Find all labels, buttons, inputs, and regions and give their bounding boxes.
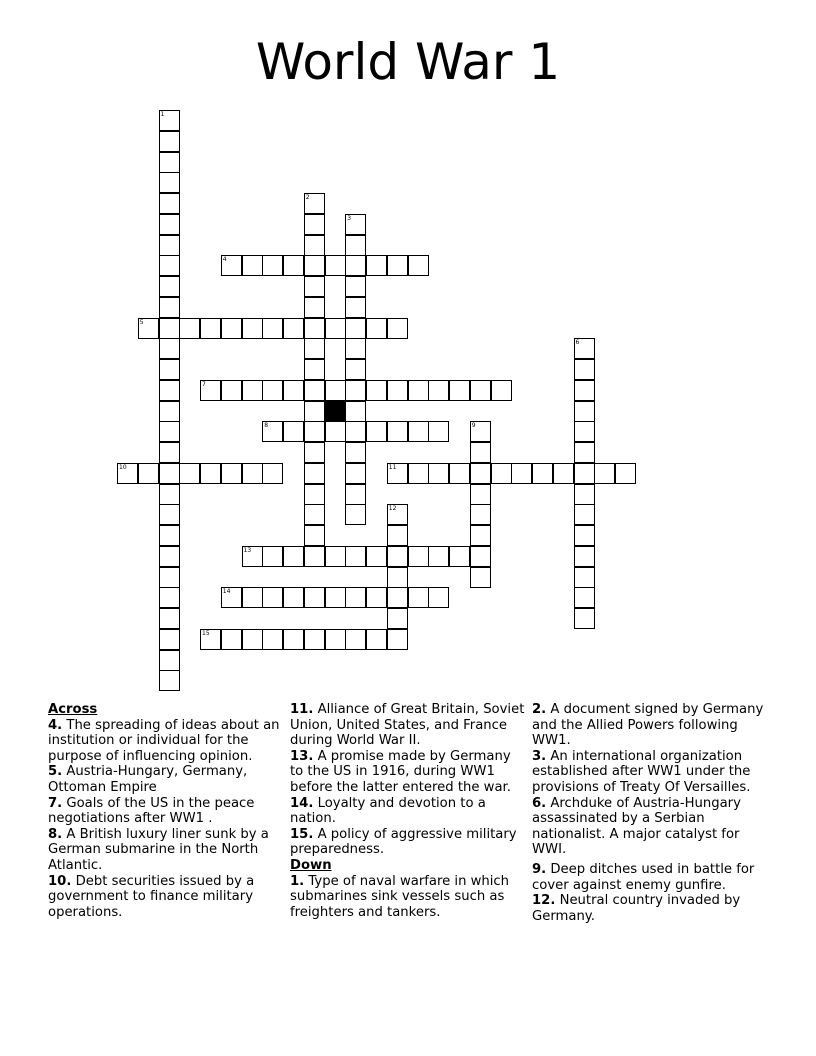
grid-cell[interactable] — [345, 297, 366, 318]
grid-cell[interactable] — [470, 421, 491, 442]
clue-down-1 — [290, 874, 526, 921]
grid-cell[interactable] — [366, 318, 387, 339]
across-heading: Across — [48, 702, 98, 717]
grid-cell[interactable] — [470, 484, 491, 505]
clue-text: Deep ditches used in battle for cover against enemy gunfire. — [532, 861, 755, 893]
grid-cell[interactable] — [345, 235, 366, 256]
grid-cell[interactable] — [470, 525, 491, 546]
grid-cell[interactable] — [159, 380, 180, 401]
grid-cell[interactable] — [366, 255, 387, 276]
clue-number: 6. — [532, 795, 547, 811]
clue-text: Type of naval warfare in which submarines sink vessels such as freighters and tankers. — [290, 873, 510, 920]
grid-cell[interactable] — [345, 380, 366, 401]
grid-cell[interactable] — [304, 401, 325, 422]
grid-cell[interactable] — [179, 463, 200, 484]
cell-number: 10 — [119, 463, 127, 471]
grid-cell[interactable] — [428, 463, 449, 484]
grid-cell[interactable] — [283, 421, 304, 442]
clue-text: A British luxury liner sunk by a German submarine in the North Atlantic. — [48, 826, 269, 873]
clue-across-11 — [290, 702, 526, 749]
grid-cell[interactable] — [345, 587, 366, 608]
clue-number: 7. — [48, 795, 63, 811]
grid-cell[interactable] — [159, 359, 180, 380]
cell-number: 11 — [388, 463, 397, 471]
clue-text: Debt securities issued by a government to finance military operations. — [48, 873, 255, 920]
grid-cell[interactable] — [138, 318, 159, 339]
grid-cell[interactable] — [449, 546, 470, 567]
grid-cell[interactable] — [159, 152, 180, 173]
grid-cell[interactable] — [159, 670, 180, 691]
grid-cell[interactable] — [594, 463, 615, 484]
grid-cell[interactable] — [574, 546, 595, 567]
grid-cell[interactable] — [387, 504, 408, 525]
clue-down-9 — [532, 862, 770, 893]
cell-number: 6 — [575, 339, 580, 347]
grid-cell[interactable] — [470, 380, 491, 401]
grid-cell[interactable] — [159, 131, 180, 152]
clue-number: 9. — [532, 861, 547, 877]
clue-number: 8. — [48, 826, 63, 842]
cell-number: 4 — [222, 256, 227, 264]
grid-cell[interactable] — [574, 608, 595, 629]
grid-cell[interactable] — [283, 587, 304, 608]
grid-cell[interactable] — [491, 380, 512, 401]
grid-cell[interactable] — [387, 587, 408, 608]
clue-text: A policy of aggressive military preparedness. — [290, 826, 517, 858]
grid-cell[interactable] — [574, 421, 595, 442]
grid-cell[interactable] — [242, 255, 263, 276]
grid-cell[interactable] — [428, 587, 449, 608]
clue-number: 3. — [532, 748, 547, 764]
grid-cell[interactable] — [159, 608, 180, 629]
grid-cell[interactable] — [242, 587, 263, 608]
clue-across-13 — [290, 749, 526, 796]
grid-cell[interactable] — [159, 546, 180, 567]
grid-cell[interactable] — [242, 546, 263, 567]
grid-cell[interactable] — [304, 338, 325, 359]
puzzle-title: World War 1 — [255, 33, 561, 91]
clue-number: 4. — [48, 717, 63, 733]
cell-number: 5 — [139, 318, 144, 326]
grid-cell[interactable] — [159, 255, 180, 276]
clue-text: Goals of the US in the peace negotiations after WW1 . — [48, 795, 255, 827]
grid-cell[interactable] — [345, 359, 366, 380]
grid-cell[interactable] — [242, 318, 263, 339]
grid-cell[interactable] — [159, 172, 180, 193]
clue-number: 10. — [48, 873, 72, 889]
grid-cell[interactable] — [304, 380, 325, 401]
grid-cell[interactable] — [304, 276, 325, 297]
cell-number: 13 — [243, 546, 252, 554]
grid-cell[interactable] — [532, 463, 553, 484]
grid-cell[interactable] — [242, 629, 263, 650]
clue-number: 5. — [48, 764, 63, 780]
grid-cell[interactable] — [221, 463, 242, 484]
grid-cell[interactable] — [262, 318, 283, 339]
grid-cell[interactable] — [304, 629, 325, 650]
grid-cell[interactable] — [283, 546, 304, 567]
grid-cell[interactable] — [387, 567, 408, 588]
grid-cell[interactable] — [262, 463, 283, 484]
cell-number: 8 — [264, 422, 269, 430]
grid-cell[interactable] — [304, 318, 325, 339]
grid-cell[interactable] — [387, 463, 408, 484]
grid-cell[interactable] — [304, 421, 325, 442]
grid-cell[interactable] — [242, 380, 263, 401]
grid-cell[interactable] — [159, 193, 180, 214]
grid-cell[interactable] — [470, 546, 491, 567]
grid-cell[interactable] — [159, 587, 180, 608]
cell-number: 3 — [347, 214, 352, 222]
grid-cell[interactable] — [221, 380, 242, 401]
clue-number: 13. — [290, 748, 314, 764]
clue-number: 15. — [290, 826, 314, 842]
clue-text: Neutral country invaded by Germany. — [532, 893, 741, 924]
clue-text: A document signed by Germany and the Allied Powers following WW1. — [532, 702, 764, 749]
cell-number: 9 — [471, 422, 476, 430]
grid-cell[interactable] — [304, 546, 325, 567]
grid-cell[interactable] — [117, 463, 138, 484]
grid-cell[interactable] — [325, 380, 346, 401]
grid-cell[interactable] — [511, 463, 532, 484]
grid-cell[interactable] — [345, 463, 366, 484]
grid-cell[interactable] — [159, 235, 180, 256]
grid-cell[interactable] — [408, 546, 429, 567]
clues-column-1 — [48, 702, 280, 920]
grid-cell[interactable] — [262, 587, 283, 608]
grid-cell[interactable] — [221, 629, 242, 650]
clue-number: 12. — [532, 893, 556, 909]
grid-cell[interactable] — [574, 338, 595, 359]
grid-cell[interactable] — [408, 587, 429, 608]
cell-number: 12 — [388, 505, 397, 513]
grid-cell[interactable] — [366, 380, 387, 401]
grid-cell[interactable] — [304, 255, 325, 276]
grid-cell[interactable] — [574, 359, 595, 380]
clue-across-4 — [48, 718, 280, 765]
grid-cell[interactable] — [470, 567, 491, 588]
clue-across-15 — [290, 827, 526, 858]
clue-across-7 — [48, 796, 280, 827]
grid-cell[interactable] — [304, 193, 325, 214]
clue-down-2 — [532, 702, 770, 749]
grid-cell[interactable] — [345, 504, 366, 525]
grid-cell[interactable] — [325, 629, 346, 650]
grid-cell[interactable] — [200, 463, 221, 484]
black-square — [325, 401, 346, 422]
grid-cell[interactable] — [325, 318, 346, 339]
grid-cell[interactable] — [574, 401, 595, 422]
grid-cell[interactable] — [304, 587, 325, 608]
grid-cell[interactable] — [159, 463, 180, 484]
grid-cell[interactable] — [159, 567, 180, 588]
grid-cell[interactable] — [345, 318, 366, 339]
grid-cell[interactable] — [366, 546, 387, 567]
grid-cell[interactable] — [262, 421, 283, 442]
grid-cell[interactable] — [200, 629, 221, 650]
grid-cell[interactable] — [325, 546, 346, 567]
clue-down-3 — [532, 749, 770, 796]
grid-cell[interactable] — [262, 629, 283, 650]
clue-down-6 — [532, 796, 770, 858]
grid-cell[interactable] — [159, 650, 180, 671]
grid-cell[interactable] — [345, 401, 366, 422]
grid-cell[interactable] — [366, 421, 387, 442]
clue-text: A promise made by Germany to the US in 1916, during WW1 before the latter entered the war. — [290, 748, 511, 795]
grid-cell[interactable] — [470, 442, 491, 463]
clues-column-2 — [290, 702, 526, 920]
grid-cell[interactable] — [304, 297, 325, 318]
grid-cell[interactable] — [574, 463, 595, 484]
grid-cell[interactable] — [159, 297, 180, 318]
grid-cell[interactable] — [408, 255, 429, 276]
grid-cell[interactable] — [304, 442, 325, 463]
grid-cell[interactable] — [159, 421, 180, 442]
grid-cell[interactable] — [159, 318, 180, 339]
grid-cell[interactable] — [366, 587, 387, 608]
clue-number: 1. — [290, 873, 305, 889]
grid-cell[interactable] — [574, 504, 595, 525]
grid-cell[interactable] — [304, 484, 325, 505]
grid-cell[interactable] — [304, 359, 325, 380]
grid-cell[interactable] — [387, 255, 408, 276]
clue-text: Alliance of Great Britain, Soviet Union, United States, and France during World War II. — [290, 702, 525, 749]
clue-text: Loyalty and devotion to a nation. — [290, 795, 486, 827]
grid-cell[interactable] — [428, 421, 449, 442]
grid-cell[interactable] — [159, 504, 180, 525]
clue-number: 11. — [290, 702, 314, 717]
cell-number: 7 — [202, 380, 206, 388]
grid-cell[interactable] — [491, 463, 512, 484]
grid-cell[interactable] — [304, 525, 325, 546]
clues-column-3 — [532, 702, 770, 924]
clue-down-12 — [532, 893, 770, 924]
grid-cell[interactable] — [262, 546, 283, 567]
clue-number: 2. — [532, 702, 547, 717]
grid-cell[interactable] — [221, 318, 242, 339]
grid-cell[interactable] — [574, 525, 595, 546]
clue-number: 14. — [290, 795, 314, 811]
grid-cell[interactable] — [159, 214, 180, 235]
clue-across-5 — [48, 764, 280, 795]
grid-cell[interactable] — [159, 276, 180, 297]
grid-cell[interactable] — [283, 255, 304, 276]
cell-number: 14 — [222, 588, 231, 596]
grid-cell[interactable] — [387, 318, 408, 339]
grid-cell[interactable] — [408, 463, 429, 484]
clue-text: Austria-Hungary, Germany, Ottoman Empire — [48, 764, 248, 795]
grid-cell[interactable] — [408, 380, 429, 401]
grid-cell[interactable] — [387, 608, 408, 629]
grid-cell[interactable] — [345, 338, 366, 359]
grid-cell[interactable] — [345, 421, 366, 442]
grid-cell[interactable] — [325, 255, 346, 276]
grid-cell[interactable] — [428, 546, 449, 567]
grid-cell[interactable] — [200, 380, 221, 401]
grid-cell[interactable] — [138, 463, 159, 484]
grid-cell[interactable] — [304, 214, 325, 235]
grid-cell[interactable] — [325, 587, 346, 608]
grid-cell[interactable] — [574, 484, 595, 505]
clue-text: Archduke of Austria-Hungary assassinated by a Serbian nationalist. A major catalyst for WWI. — [532, 795, 741, 858]
grid-cell[interactable] — [304, 504, 325, 525]
clue-text: An international organization established after WW1 under the provisions of Treaty Of Versailles. — [532, 748, 751, 795]
grid-cell[interactable] — [345, 442, 366, 463]
grid-cell[interactable] — [159, 338, 180, 359]
grid-cell[interactable] — [159, 629, 180, 650]
grid-cell[interactable] — [345, 629, 366, 650]
grid-cell[interactable] — [428, 380, 449, 401]
grid-cell[interactable] — [179, 318, 200, 339]
grid-cell[interactable] — [221, 255, 242, 276]
clue-across-8 — [48, 827, 280, 874]
grid-cell[interactable] — [345, 276, 366, 297]
grid-cell[interactable] — [325, 421, 346, 442]
grid-cell[interactable] — [159, 110, 180, 131]
down-heading: Down — [290, 857, 332, 873]
grid-cell[interactable] — [553, 463, 574, 484]
grid-cell[interactable] — [283, 318, 304, 339]
grid-cell[interactable] — [304, 235, 325, 256]
grid-cell[interactable] — [470, 504, 491, 525]
grid-cell[interactable] — [345, 546, 366, 567]
grid-cell[interactable] — [345, 484, 366, 505]
grid-cell[interactable] — [449, 380, 470, 401]
grid-cell[interactable] — [387, 421, 408, 442]
grid-cell[interactable] — [574, 380, 595, 401]
grid-cell[interactable] — [159, 401, 180, 422]
grid-cell[interactable] — [574, 587, 595, 608]
grid-cell[interactable] — [221, 587, 242, 608]
cell-number: 2 — [305, 194, 310, 201]
grid-cell[interactable] — [159, 442, 180, 463]
clue-across-10 — [48, 874, 280, 921]
grid-cell[interactable] — [159, 525, 180, 546]
grid-cell[interactable] — [200, 318, 221, 339]
clue-text: The spreading of ideas about an institution or individual for the purpose of influencing opinion. — [48, 717, 280, 764]
grid-cell[interactable] — [283, 629, 304, 650]
grid-cell[interactable] — [387, 546, 408, 567]
grid-cell[interactable] — [615, 463, 636, 484]
grid-cell[interactable] — [470, 463, 491, 484]
cell-number: 1 — [160, 111, 165, 118]
grid-cell[interactable] — [387, 525, 408, 546]
grid-cell[interactable] — [262, 255, 283, 276]
grid-cell[interactable] — [449, 463, 470, 484]
grid-cell[interactable] — [387, 380, 408, 401]
grid-cell[interactable] — [366, 629, 387, 650]
grid-cell[interactable] — [345, 214, 366, 235]
grid-cell[interactable] — [574, 567, 595, 588]
grid-cell[interactable] — [408, 421, 429, 442]
grid-cell[interactable] — [574, 442, 595, 463]
grid-cell[interactable] — [387, 629, 408, 650]
grid-cell[interactable] — [304, 463, 325, 484]
clue-across-14 — [290, 796, 526, 827]
grid-cell[interactable] — [345, 255, 366, 276]
grid-cell[interactable] — [283, 380, 304, 401]
grid-cell[interactable] — [159, 484, 180, 505]
cell-number: 15 — [202, 629, 210, 637]
grid-cell[interactable] — [262, 380, 283, 401]
grid-cell[interactable] — [242, 463, 263, 484]
